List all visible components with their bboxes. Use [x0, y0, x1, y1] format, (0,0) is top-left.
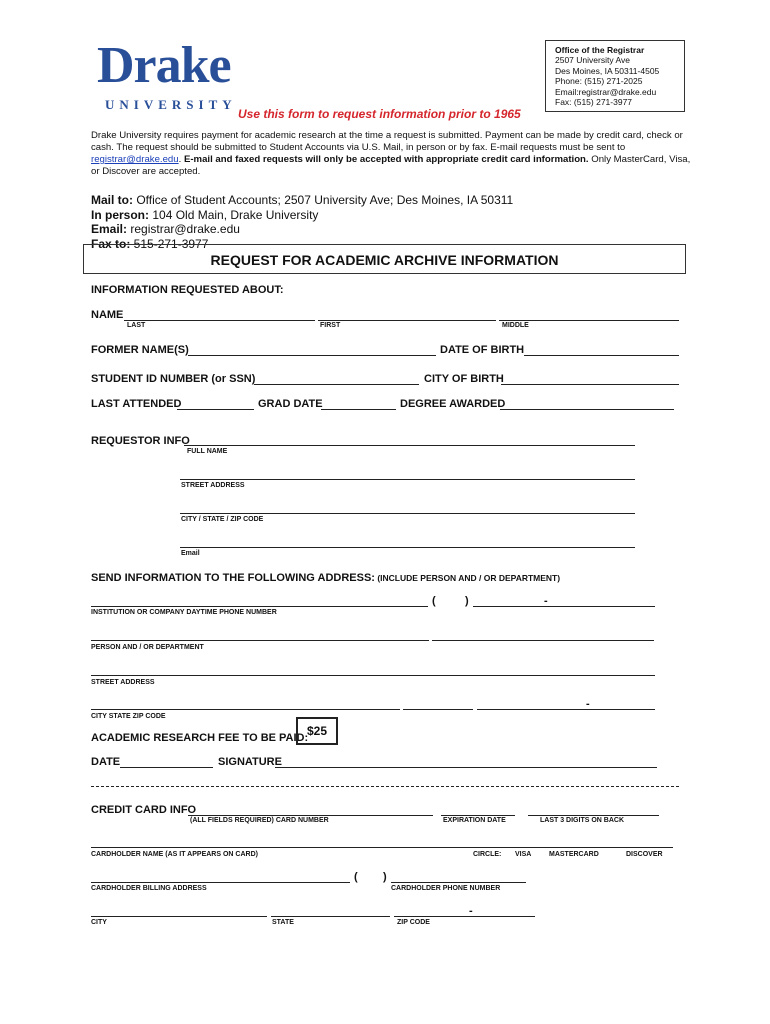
send-street-sublabel: STREET ADDRESS	[91, 679, 155, 686]
circle-label: CIRCLE:	[473, 851, 502, 858]
grad-date-label: GRAD DATE	[258, 398, 323, 410]
mail-label: Mail to:	[91, 193, 133, 207]
send-heading-note: (INCLUDE PERSON AND / OR DEPARTMENT)	[374, 573, 561, 583]
last-attended-input[interactable]	[177, 409, 254, 410]
intro-paragraph	[91, 130, 691, 178]
signature-input[interactable]	[275, 767, 657, 768]
cardholder-phone-input[interactable]	[391, 882, 526, 883]
cardholder-phone-paren-open: (	[354, 871, 358, 883]
institution-input[interactable]	[91, 606, 428, 607]
card-state-sublabel: STATE	[272, 919, 294, 926]
cardholder-name-input[interactable]	[91, 847, 673, 848]
cardholder-phone-sublabel: CARDHOLDER PHONE NUMBER	[391, 885, 501, 892]
send-state-input[interactable]	[403, 709, 473, 710]
discover-option[interactable]: DISCOVER	[626, 851, 663, 858]
dob-label: DATE OF BIRTH	[440, 344, 525, 356]
city-birth-label: CITY OF BIRTH	[424, 373, 504, 385]
phone-paren-close: )	[465, 595, 469, 607]
office-line: Fax: (515) 271-3977	[555, 97, 633, 108]
card-city-sublabel: CITY	[91, 919, 107, 926]
student-id-input[interactable]	[254, 384, 419, 385]
first-sublabel: FIRST	[320, 322, 341, 329]
requestor-city-state-zip-input[interactable]	[180, 513, 635, 514]
last-sublabel: LAST	[127, 322, 146, 329]
logo-subtitle: UNIVERSITY	[105, 97, 237, 112]
city-state-zip-sublabel: CITY / STATE / ZIP CODE	[181, 516, 264, 523]
send-city-zip-sublabel: CITY STATE ZIP CODE	[91, 713, 166, 720]
send-zip-input[interactable]	[477, 709, 655, 710]
expiration-input[interactable]	[441, 815, 515, 816]
date-input[interactable]	[120, 767, 213, 768]
card-state-input[interactable]	[271, 916, 390, 917]
intro-bold-text: E-mail and faxed requests will only be accepted with appropriate credit card information.	[183, 154, 589, 165]
degree-input[interactable]	[500, 409, 674, 410]
cardholder-phone-paren-close: )	[383, 871, 387, 883]
office-line: Email:registrar@drake.edu	[555, 86, 657, 97]
email-label: Email:	[91, 222, 128, 236]
send-city-input[interactable]	[91, 709, 400, 710]
credit-card-heading: CREDIT CARD INFO	[91, 804, 197, 816]
former-names-input[interactable]	[188, 355, 436, 356]
requestor-full-name-input[interactable]	[184, 445, 635, 446]
logo-wordmark: Drake	[97, 37, 231, 94]
form-use-note: Use this form to request information prior to 1965	[238, 107, 521, 121]
name-first-input[interactable]	[318, 320, 496, 321]
signature-label: SIGNATURE	[218, 756, 282, 768]
person-dept-input-2[interactable]	[432, 640, 654, 641]
date-label: DATE	[91, 756, 121, 768]
name-middle-input[interactable]	[499, 320, 679, 321]
city-birth-input[interactable]	[501, 384, 679, 385]
office-heading: Office of the Registrar	[555, 45, 645, 55]
grad-date-input[interactable]	[321, 409, 396, 410]
cut-line-divider	[91, 786, 679, 787]
fee-label: ACADEMIC RESEARCH FEE TO BE PAID:	[91, 732, 309, 744]
last3-sublabel: LAST 3 DIGITS ON BACK	[540, 817, 625, 824]
billing-address-input[interactable]	[91, 882, 350, 883]
fax-value: 515-271-3977	[130, 236, 209, 251]
name-label: NAME	[91, 309, 124, 321]
requestor-street-input[interactable]	[180, 479, 635, 480]
middle-sublabel: MIDDLE	[502, 322, 529, 329]
registrar-email-link[interactable]: registrar@drake.edu	[91, 154, 179, 165]
send-street-input[interactable]	[91, 675, 655, 676]
card-zip-dash: -	[469, 905, 473, 917]
person-label: In person:	[91, 207, 150, 222]
fee-amount-box: $25	[296, 717, 338, 745]
street-address-sublabel: STREET ADDRESS	[181, 482, 245, 489]
institution-sublabel: INSTITUTION OR COMPANY DAYTIME PHONE NUMBER	[91, 609, 277, 616]
intro-text: .	[178, 154, 184, 165]
fax-label: Fax to:	[91, 236, 131, 251]
name-last-input[interactable]	[124, 320, 315, 321]
daytime-phone-input[interactable]	[473, 606, 655, 607]
card-zip-input[interactable]	[394, 916, 535, 917]
phone-paren-open: (	[432, 595, 436, 607]
section-requested-heading: INFORMATION REQUESTED ABOUT:	[91, 284, 284, 296]
requestor-label: REQUESTOR INFO	[91, 435, 190, 447]
phone-dash: -	[544, 595, 548, 607]
office-line: 2507 University Ave	[555, 55, 630, 66]
requestor-email-input[interactable]	[180, 547, 635, 548]
former-names-label: FORMER NAME(S)	[91, 344, 189, 356]
expiration-sublabel: EXPIRATION DATE	[443, 817, 506, 824]
degree-label: DEGREE AWARDED	[400, 398, 506, 410]
office-line: Des Moines, IA 50311-4505	[555, 65, 660, 76]
intro-text: Drake University requires payment for academic research at the time a request is submitted. Payment can be made by credit card, check or cash. The request should be submitted to Student Accounts via U.S. Mail, in person or by fax. E-mail requests must be sent to	[91, 130, 683, 153]
card-number-input[interactable]	[188, 815, 433, 816]
contact-block	[91, 193, 513, 251]
registrar-office-box	[545, 40, 685, 112]
send-info-heading	[91, 572, 560, 584]
card-city-input[interactable]	[91, 916, 267, 917]
visa-option[interactable]: VISA	[515, 851, 532, 858]
person-dept-sublabel: PERSON AND / OR DEPARTMENT	[91, 644, 204, 651]
person-value: 104 Old Main, Drake University	[149, 207, 319, 222]
mail-value: Office of Student Accounts; 2507 University Ave; Des Moines, IA 50311	[133, 193, 514, 207]
email-value: registrar@drake.edu	[127, 222, 240, 236]
billing-address-sublabel: CARDHOLDER BILLING ADDRESS	[91, 885, 207, 892]
intro-text: Only MasterCard, Visa, or Discover are accepted.	[91, 154, 691, 177]
cardholder-name-sublabel: CARDHOLDER NAME (AS IT APPEARS ON CARD)	[91, 851, 258, 858]
mastercard-option[interactable]: MASTERCARD	[549, 851, 599, 858]
form-title: REQUEST FOR ACADEMIC ARCHIVE INFORMATION	[83, 244, 686, 274]
send-heading-text: SEND INFORMATION TO THE FOLLOWING ADDRESS:	[91, 572, 375, 584]
card-number-sublabel: (ALL FIELDS REQUIRED) CARD NUMBER	[190, 817, 329, 824]
zip-dash: -	[586, 698, 590, 710]
full-name-sublabel: FULL NAME	[187, 448, 228, 455]
last-attended-label: LAST ATTENDED	[91, 398, 182, 410]
last3-input[interactable]	[528, 815, 659, 816]
card-zip-sublabel: ZIP CODE	[397, 919, 430, 926]
person-dept-input[interactable]	[91, 640, 429, 641]
email-sublabel: Email	[181, 550, 200, 557]
office-line: Phone: (515) 271-2025	[555, 76, 643, 87]
dob-input[interactable]	[524, 355, 679, 356]
student-id-label: STUDENT ID NUMBER (or SSN)	[91, 373, 256, 385]
